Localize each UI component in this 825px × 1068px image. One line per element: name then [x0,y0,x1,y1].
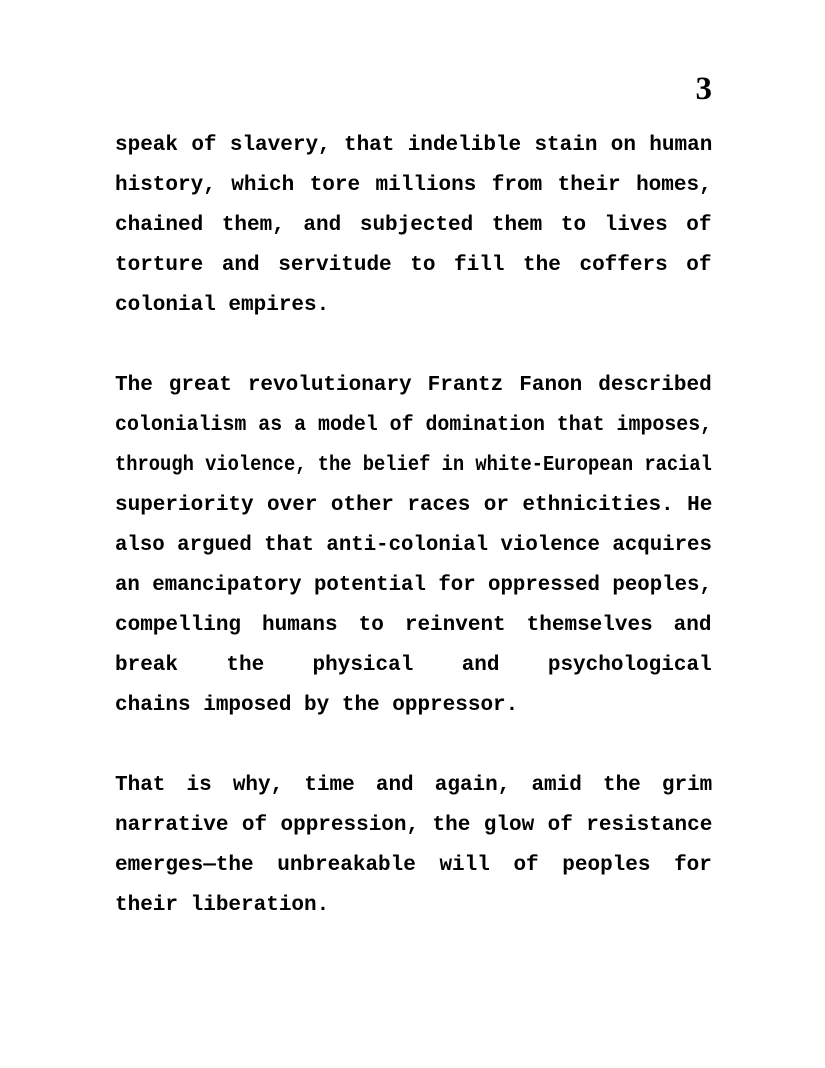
text-line [115,686,712,726]
line-text: emerges—the unbreakable will of peoples for [115,854,712,877]
text-line [115,886,712,926]
text-line [115,846,712,886]
line-text: speak of slavery, that indelible stain on human [115,134,713,157]
line-text: colonialism as a model of domination that imposes, [115,414,713,437]
line-text: also argued that anti-colonial violence acquires [115,534,712,557]
paragraph-3 [115,766,712,926]
line-text: history, which tore millions from their homes, [115,174,712,197]
text-line [115,126,712,166]
line-text: through violence, the belief in white-European racial [115,454,712,477]
text-line [115,806,712,846]
text-line [115,766,712,806]
line-text: an emancipatory potential for oppressed peoples, [115,574,712,597]
line-text: compelling humans to reinvent themselves and [115,614,712,637]
line-text: break the physical and psychological [115,654,712,677]
text-line [115,486,712,526]
text-line [115,286,712,326]
line-text: chains imposed by the oppressor. [115,694,519,717]
line-text: chained them, and subjected them to lives of [115,214,712,237]
text-line [115,166,712,206]
text-line [115,646,712,686]
paragraph-2 [115,366,712,726]
line-text: their liberation. [115,894,330,917]
line-text: superiority over other races or ethnicities. He [115,494,713,517]
paragraph-1 [115,126,712,326]
text-line [115,246,712,286]
document-body [115,126,712,926]
text-line [115,566,712,606]
text-line [115,366,712,406]
text-line [115,446,712,486]
text-line [115,206,712,246]
line-text: narrative of oppression, the glow of resistance [115,814,713,837]
text-line [115,606,712,646]
text-line [115,406,712,446]
text-line [115,526,712,566]
line-text: colonial empires. [115,294,330,317]
line-text: The great revolutionary Frantz Fanon described [115,374,712,397]
page-number: 3 [695,71,712,107]
line-text: torture and servitude to fill the coffers of [115,254,712,277]
line-text: That is why, time and again, amid the grim [115,774,713,797]
